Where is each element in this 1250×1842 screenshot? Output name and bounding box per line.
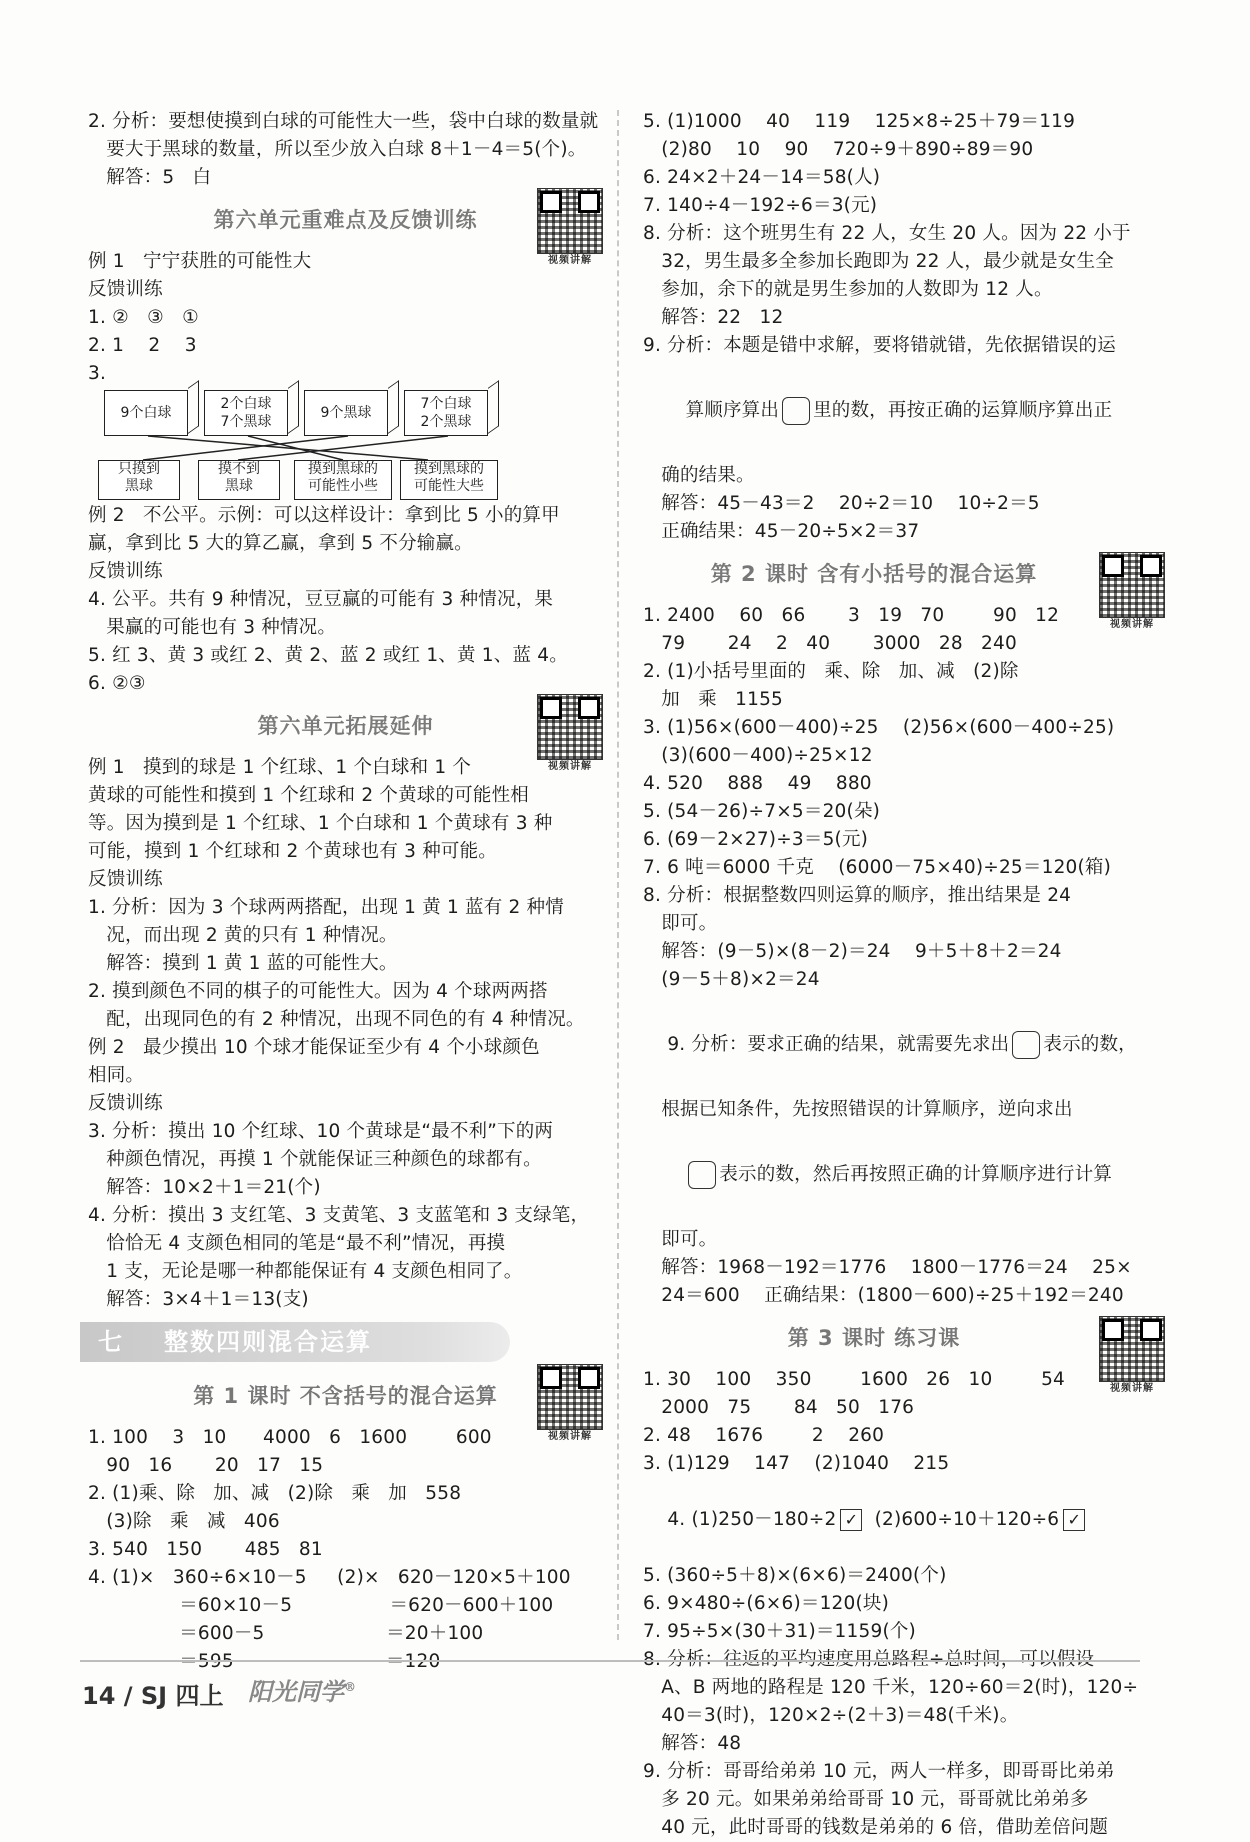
answer-line: 即可。	[643, 913, 718, 934]
qr-code[interactable]	[537, 694, 603, 774]
answer-line: 5. (1)1000 40 119 125×8÷25＋79＝119	[643, 111, 1076, 132]
section-title-text: 第 2 课时 含有小括号的混合运算	[710, 562, 1038, 586]
answer-line	[643, 1124, 1165, 1226]
answer-line: 1. ② ③ ①	[88, 307, 199, 328]
answer-line: 6. ②③	[88, 673, 146, 694]
answer-text: (2)600÷10＋120÷6	[862, 1509, 1060, 1530]
answer-line: 例 1 摸到的球是 1 个红球、1 个白球和 1 个	[88, 757, 472, 778]
box-3	[304, 390, 388, 436]
result-4	[400, 460, 498, 500]
result-4-label: 摸到黑球的 可能性大些	[414, 461, 484, 494]
result-1-label: 只摸到 黑球	[118, 461, 160, 494]
lesson3-answers	[643, 1366, 1165, 1478]
answer-line: 解答：5 白	[88, 167, 212, 188]
answer-line: 解答：1968－192＝1776 1800－1776＝24 25×	[643, 1257, 1132, 1278]
answer-line: 5. 红 3、黄 3 或红 2、黄 2、蓝 2 或红 1、黄 1、蓝 4。	[88, 645, 568, 666]
brand-logo: 阳光同学®	[248, 1677, 356, 1706]
box-4-label: 7个白球 2个黑球	[420, 396, 472, 430]
check-icon: ✓	[1063, 1509, 1085, 1531]
qr-caption: 视频讲解	[1110, 619, 1154, 630]
chapter-title: 整数四则混合运算	[164, 1328, 372, 1356]
qr-code[interactable]	[1099, 1316, 1165, 1396]
answer-line: 3. 分析：摸出 10 个红球、10 个黄球是“最不利”下的两	[88, 1121, 554, 1142]
blank-box	[782, 397, 810, 425]
answer-line: 2. (1)小括号里面的 乘、除 加、减 (2)除	[643, 661, 1019, 682]
qr-code[interactable]	[1099, 552, 1165, 632]
footer-rule	[80, 1660, 1140, 1662]
answer-line: 1. 30 100 350 1600 26 10 54	[643, 1369, 1066, 1390]
answer-line: 解答：45－43＝2 20÷2＝10 10÷2＝5	[643, 493, 1040, 514]
ball-box-matching-diagram	[98, 390, 603, 502]
section-title-text: 第六单元拓展延伸	[257, 714, 434, 738]
answer-line	[643, 1478, 1165, 1562]
lesson2-answers-b	[643, 1226, 1165, 1310]
qr-caption: 视频讲解	[548, 255, 592, 266]
page-number: 14 / SJ 四上	[82, 1682, 224, 1710]
section-title-text: 第六单元重难点及反馈训练	[213, 208, 478, 232]
answer-line: 3.	[88, 363, 107, 384]
unit6-key-answers-2	[88, 502, 603, 698]
answer-line: 2. 摸到颜色不同的棋子的可能性大。因为 4 个球两两搭	[88, 981, 548, 1002]
answer-line: 确的结果。	[643, 465, 755, 486]
answer-line: 即可。	[643, 1229, 718, 1250]
result-3-label: 摸到黑球的 可能性小些	[308, 461, 378, 494]
answer-line: ＝600－5 ＝20＋100	[88, 1623, 484, 1644]
box-2-label: 2个白球 7个黑球	[220, 396, 272, 430]
lesson2-answers	[643, 602, 1165, 994]
answer-line: 反馈训练	[88, 869, 163, 890]
box-3-label: 9个黑球	[320, 405, 372, 421]
answer-line: 24＝600 正确结果：(1800－600)÷25＋192＝240	[643, 1285, 1124, 1306]
answer-line: (3)(600－400)÷25×12	[643, 745, 873, 766]
answer-line: A、B 两地的路程是 120 千米，120÷60＝2(时)，120÷	[643, 1677, 1139, 1698]
answer-line: 多 20 元。如果弟弟给哥哥 10 元，哥哥就比弟弟多	[643, 1789, 1089, 1810]
check-icon: ✓	[840, 1509, 862, 1531]
answer-line: 反馈训练	[88, 561, 163, 582]
answer-text: 算顺序算出	[667, 400, 780, 421]
blank-box	[688, 1161, 716, 1189]
section-title-text: 第 3 课时 练习课	[787, 1326, 961, 1350]
answer-line: 例 2 最少摸出 10 个球才能保证至少有 4 个小球颜色	[88, 1037, 540, 1058]
qr-caption: 视频讲解	[548, 1431, 592, 1442]
chapter-banner	[80, 1322, 510, 1362]
answer-line: 1. 2400 60 66 3 19 70 90 12	[643, 605, 1060, 626]
answer-line: 79 24 2 40 3000 28 240	[643, 633, 1017, 654]
answer-line	[643, 360, 1165, 462]
answer-line: 正确结果：45－20÷5×2＝37	[643, 521, 920, 542]
answer-line: 40 元，此时哥哥的钱数是弟弟的 6 倍，借助差倍问题	[643, 1817, 1109, 1838]
box-2	[204, 390, 288, 436]
answer-line: 8. 分析：这个班男生有 22 人，女生 20 人。因为 22 小于	[643, 223, 1131, 244]
result-3	[294, 460, 392, 500]
answer-text: 4. (1)250－180÷2	[667, 1509, 837, 1530]
answer-line: 5. (360÷5＋8)×(6×6)＝2400(个)	[643, 1565, 947, 1586]
answer-line: 解答：摸到 1 黄 1 蓝的可能性大。	[88, 953, 398, 974]
lesson1-answers-cont-b	[643, 462, 1165, 546]
blank-box	[1012, 1031, 1040, 1059]
qr-code-icon	[1099, 552, 1165, 618]
answer-line: 5. (54－26)÷7×5＝20(朵)	[643, 801, 881, 822]
answer-line: 6. 24×2＋24－14＝58(人)	[643, 167, 881, 188]
qr-code-icon	[537, 188, 603, 254]
answer-text: 9. 分析：要求正确的结果，就需要先求出	[667, 1034, 1010, 1055]
answer-line: 6. (69－2×27)÷3＝5(元)	[643, 829, 869, 850]
answer-line: 40＝3(时)，120×2÷(2＋3)＝48(千米)。	[643, 1705, 1019, 1726]
answer-line: 解答：48	[643, 1733, 742, 1754]
qr-code-icon	[537, 1364, 603, 1430]
answer-line: 2000 75 84 50 176	[643, 1397, 915, 1418]
answer-line: 8. 分析：往返的平均速度用总路程÷总时间，可以假设	[643, 1649, 1095, 1670]
answer-line: 3. (1)56×(600－400)÷25 (2)56×(600－400÷25)	[643, 717, 1115, 738]
answer-line: ＝60×10－5 ＝620－600＋100	[88, 1595, 554, 1616]
answer-line: 8. 分析：根据整数四则运算的顺序，推出结果是 24	[643, 885, 1072, 906]
answer-line: 1. 100 3 10 4000 6 1600 600	[88, 1427, 492, 1448]
answer-text: 里的数，再按正确的运算顺序算出正	[813, 400, 1113, 421]
answer-line: 解答：3×4＋1＝13(支)	[88, 1289, 309, 1310]
answer-line: 配，出现同色的有 2 种情况，出现不同色的有 4 种情况。	[88, 1009, 585, 1030]
lesson1-answers-cont	[643, 108, 1165, 360]
answer-line: 解答：22 12	[643, 307, 784, 328]
result-2	[198, 460, 280, 500]
box-1-label: 9个白球	[120, 405, 172, 421]
answer-line: (2)80 10 90 720÷9＋890÷89＝90	[643, 139, 1034, 160]
answer-line: 果赢的可能也有 3 种情况。	[88, 617, 337, 638]
result-1	[98, 460, 180, 500]
left-column	[88, 108, 603, 1676]
answer-line: 种颜色情况，再摸 1 个就能保证三种颜色的球都有。	[88, 1149, 542, 1170]
answer-line: 2. 分析：要想使摸到白球的可能性大一些，袋中白球的数量就	[88, 111, 599, 132]
answer-line: 解答：10×2＋1＝21(个)	[88, 1177, 321, 1198]
answer-line: 3. (1)129 147 (2)1040 215	[643, 1453, 950, 1474]
qr-code[interactable]	[537, 188, 603, 268]
answer-text: 表示的数，	[1043, 1034, 1137, 1055]
answer-line: 7. 6 吨＝6000 千克 (6000－75×40)÷25＝120(箱)	[643, 857, 1112, 878]
answer-text: 表示的数，然后再按照正确的计算顺序进行计算	[719, 1164, 1113, 1185]
answer-line: 反馈训练	[88, 1093, 163, 1114]
answer-line: 加 乘 1155	[643, 689, 784, 710]
answer-line: 相同。	[88, 1065, 145, 1086]
answer-line: ＝595 ＝120	[88, 1651, 441, 1672]
section-title-text: 第 1 课时 不含括号的混合运算	[193, 1384, 498, 1408]
answer-line: 7. 140÷4－192÷6＝3(元)	[643, 195, 878, 216]
qr-code[interactable]	[537, 1364, 603, 1444]
answer-line: 4. 520 888 49 880	[643, 773, 872, 794]
answer-line: 况，而出现 2 黄的只有 1 种情况。	[88, 925, 398, 946]
qr-caption: 视频讲解	[1110, 1383, 1154, 1394]
answer-line: 黄球的可能性和摸到 1 个红球和 2 个黄球的可能性相	[88, 785, 529, 806]
top-lines	[88, 108, 603, 192]
answer-line: 恰恰无 4 支颜色相同的笔是“最不利”情况，再摸	[88, 1233, 506, 1254]
answer-line: 3. 540 150 485 81	[88, 1539, 323, 1560]
result-2-label: 摸不到 黑球	[218, 461, 260, 494]
qr-code-icon	[1099, 1316, 1165, 1382]
answer-line: (3)除 乘 减 406	[88, 1511, 280, 1532]
answer-line: 要大于黑球的数量，所以至少放入白球 8＋1－4＝5(个)。	[88, 139, 587, 160]
answer-line: 9. 分析：哥哥给弟弟 10 元，两人一样多，即哥哥比弟弟	[643, 1761, 1115, 1782]
answer-line: (9－5＋8)×2＝24	[643, 969, 820, 990]
qr-caption: 视频讲解	[548, 761, 592, 772]
answer-line: 4. (1)× 360÷6×10－5 (2)× 620－120×5＋100	[88, 1567, 571, 1588]
answer-line: 2. 48 1676 2 260	[643, 1425, 885, 1446]
answer-line: 反馈训练	[88, 279, 163, 300]
answer-line: 参加，余下的就是男生参加的人数即为 12 人。	[643, 279, 1053, 300]
qr-code-icon	[537, 694, 603, 760]
lesson3-answers-b	[643, 1562, 1165, 1842]
answer-line: 4. 公平。共有 9 种情况，豆豆赢的可能有 3 种情况，果	[88, 589, 554, 610]
right-column	[643, 108, 1165, 1842]
box-4	[404, 390, 488, 436]
answer-line: 4. 分析：摸出 3 支红笔、3 支黄笔、3 支蓝笔和 3 支绿笔，	[88, 1205, 590, 1226]
answer-line: 9. 分析：本题是错中求解，要将错就错，先依据错误的运	[643, 335, 1116, 356]
brand-text: 阳光同学	[248, 1677, 344, 1706]
answer-line: 例 2 不公平。示例：可以这样设计：拿到比 5 小的算甲	[88, 505, 560, 526]
answer-line: 1. 分析：因为 3 个球两两搭配，出现 1 黄 1 蓝有 2 种情	[88, 897, 564, 918]
answer-line: 32，男生最多全参加长跑即为 22 人，最少就是女生全	[643, 251, 1114, 272]
chapter-number: 七	[98, 1328, 124, 1356]
answer-line	[643, 994, 1165, 1096]
unit6-key-answers	[88, 248, 603, 388]
answer-line: 6. 9×480÷(6×6)＝120(块)	[643, 1593, 890, 1614]
answer-line: 90 16 20 17 15	[88, 1455, 324, 1476]
lesson1-answers	[88, 1424, 603, 1676]
column-divider	[617, 110, 619, 1640]
answer-line: 例 1 宁宁获胜的可能性大	[88, 251, 312, 272]
answer-line: 赢，拿到比 5 大的算乙赢，拿到 5 不分输赢。	[88, 533, 473, 554]
answer-line: 可能，摸到 1 个红球和 2 个黄球也有 3 种可能。	[88, 841, 497, 862]
answer-line: 2. (1)乘、除 加、减 (2)除 乘 加 558	[88, 1483, 462, 1504]
answer-line: 解答：(9－5)×(8－2)＝24 9＋5＋8＋2＝24	[643, 941, 1062, 962]
answer-line: 等。因为摸到是 1 个红球、1 个白球和 1 个黄球有 3 种	[88, 813, 553, 834]
answer-line: 根据已知条件，先按照错误的计算顺序，逆向求出	[643, 1099, 1073, 1120]
answer-line: 1 支，无论是哪一种都能保证有 4 支颜色相同了。	[88, 1261, 523, 1282]
answer-line: 2. 1 2 3	[88, 335, 197, 356]
answer-line: 7. 95÷5×(30＋31)＝1159(个)	[643, 1621, 916, 1642]
box-1	[104, 390, 188, 436]
unit6-extension-answers	[88, 754, 603, 1314]
